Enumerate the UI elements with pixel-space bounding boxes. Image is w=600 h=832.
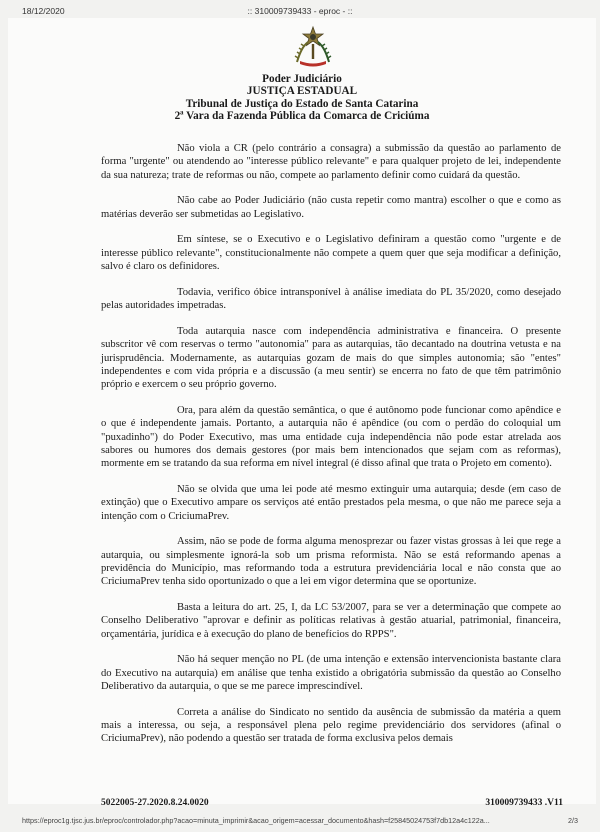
paragraph: Em síntese, se o Executivo e o Legislativo definiram a questão como "urgente e de interesse público relevante", constitucionalmente não compete a quem quer que seja modificar a definição, salvo é claro os definidores. — [101, 234, 561, 273]
paragraph: Basta a leitura do art. 25, I, da LC 53/2007, para se ver a determinação que compete ao Conselho Deliberativo "aprovar e definir as políticas relativas à gestão atuarial, patrimonial, financeira, orçamentária, jurídica e à execução do plano de benefícios do RPPS". — [101, 602, 561, 640]
court-header-line: 2ª Vara da Fazenda Pública da Comarca de Criciúma — [174, 110, 430, 123]
process-number: 5022005-27.2020.8.24.0020 — [101, 798, 209, 808]
court-header-line: JUSTIÇA ESTADUAL — [246, 85, 358, 98]
document-id: 310009739433 .V11 — [485, 798, 563, 808]
santa-catarina-coat-of-arms-icon — [291, 24, 335, 68]
paragraph: Todavia, verifico óbice intransponível à análise imediata do PL 35/2020, como desejado pelas autoridades impetradas. — [101, 286, 561, 312]
paragraph: Não cabe ao Poder Judiciário (não custa repetir como mantra) escolher o que e como as matérias deverão ser submetidas ao Legislativo. — [101, 195, 561, 220]
paragraph: Não se olvida que uma lei pode até mesmo extinguir uma autarquia; desde (em caso de extinção) que o Executivo ampare os serviços até então prestados pela mesma, o que não me parece seja a intenção com o CriciumaPrev. — [101, 483, 561, 522]
print-date: 18/12/2020 — [22, 6, 65, 16]
page-counter: 2/3 — [568, 816, 578, 825]
court-header-line: Tribunal de Justiça do Estado de Santa Catarina — [185, 97, 419, 110]
paragraph: Correta a análise do Sindicato no sentido da ausência de submissão da matéria a quem mais a interessa, ou seja, a responsável plena pelo regime previdenciário dos servidores (afinal o CriciumaPrev), não podendo a questão ser tratada de forma exclusiva pelos demais — [101, 706, 561, 745]
paragraph: Toda autarquia nasce com independência administrativa e financeira. O presente subscritor vê com reservas o termo "autonomia" para as autarquias, tão decantado na doutrina vetusta e na jurisprudência. Modernamente, as autarquias gozam de mais do que simples autonomia; são "entes" independentes e com vida própria e a discussão (a meu sentir) se encerra no fato de que têm patrimônio próprio e exercem o seu próprio governo. — [101, 325, 561, 391]
paragraph: Ora, para além da questão semântica, o que é autônomo pode funcionar como apêndice e o que é independente jamais. Portanto, a autarquia não é apêndice (ou com o perdão do coloquial um "puxadinho") do Poder Executivo, mas uma entidade cuja independência não pode estar atrelada aos sabores ou humores dos demais gestores (por mais bem intencionados que sejam com as reformas), mormente em se tratando da sua reforma em nível integral (é disso afinal que trata o Projeto em comento). — [101, 404, 561, 470]
paragraph: Não viola a CR (pelo contrário a consagra) a submissão da questão ao parlamento de forma "urgente" ou atendendo ao "interesse público relevante" e para qualquer projeto de lei, independente da sua natureza; trate de reformas ou não, compete ao parlamento definir como cuidará da questão. — [101, 143, 561, 181]
print-url: https://eproc1g.tjsc.jus.br/eproc/controlador.php?acao=minuta_imprimir&acao_origem=acessar_documento&hash=f25845024753f7db12a4c122a... — [22, 816, 490, 825]
paragraph: Assim, não se pode de forma alguma menosprezar ou fazer vistas grossas à lei que rege a autarquia, ou simplesmente ignorá-la sob um prisma reformista. Não se está reformando apenas a previdência do Município, mas reformando toda a estrutura previdenciária local e não consta que ao CriciumaPrev tenha sido oportunizado o que a lei em vigor determina que se oportunize. — [101, 536, 561, 588]
document-page — [8, 18, 596, 808]
court-header-line: Poder Judiciário — [262, 73, 342, 85]
decision-body — [101, 142, 561, 758]
print-title: :: 310009739433 - eproc - :: — [247, 6, 353, 16]
browser-print-footer — [0, 810, 600, 832]
paragraph: Não há sequer menção no PL (de uma intenção e extensão intervencionista bastante clara do Executivo na autarquia) em análise que tenha existido a obrigatória submissão da questão ao Conselho Deliberativo da autarquia, o que se me parece imprescindível. — [101, 654, 561, 692]
court-header — [8, 73, 596, 123]
